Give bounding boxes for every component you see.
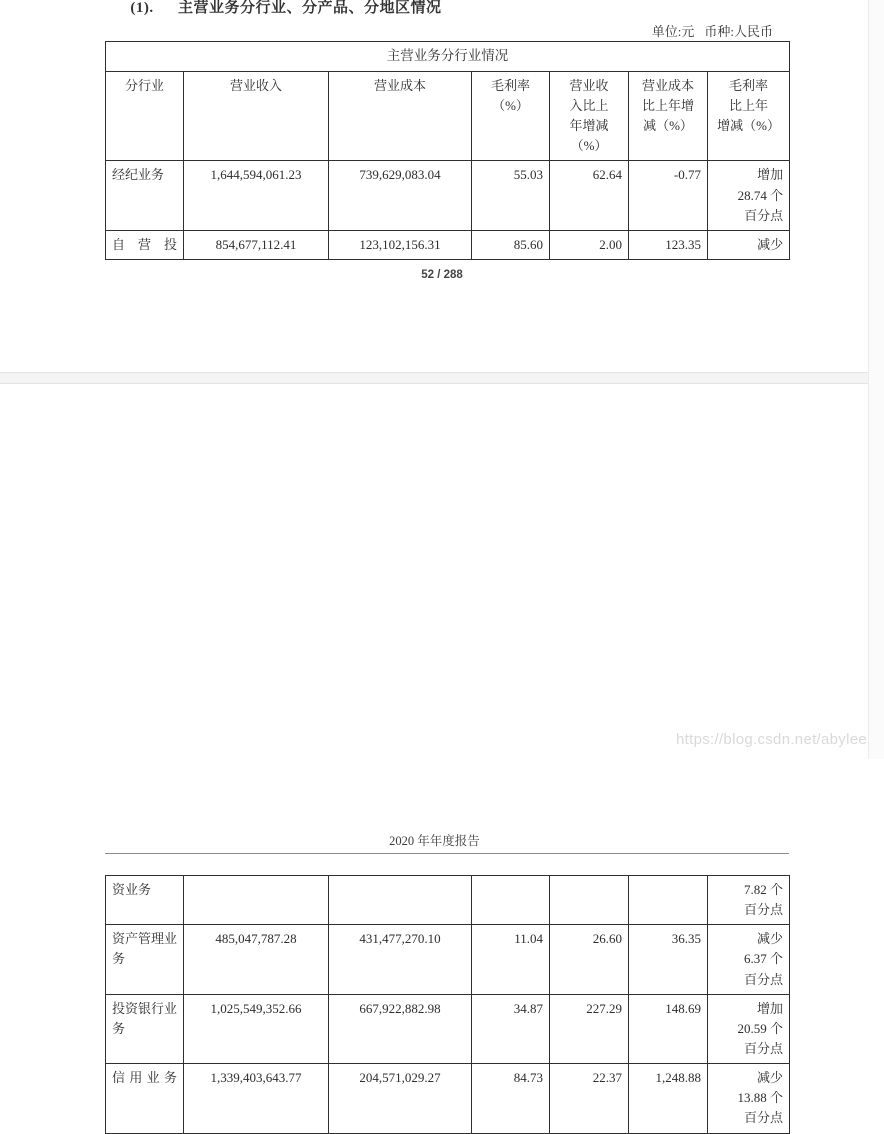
cell-revenue: 1,025,549,352.66 <box>184 994 329 1063</box>
table-caption: 主营业务分行业情况 <box>106 42 790 72</box>
cell-cost-yoy: 148.69 <box>629 994 708 1063</box>
cell-margin-yoy <box>708 230 790 259</box>
document-page-1 <box>0 0 869 372</box>
cell-revenue-yoy: 227.29 <box>550 994 629 1063</box>
document-page-2 <box>0 384 869 1126</box>
cell-cost: 739,629,083.04 <box>329 161 472 230</box>
section-heading-number: (1). <box>130 0 154 16</box>
main-business-by-industry-table-part1 <box>105 41 790 260</box>
column-header-revenue-yoy-line2: 入比上 <box>569 98 609 114</box>
page-break-divider <box>0 372 884 384</box>
cell-margin-yoy <box>708 994 790 1063</box>
cell-revenue-yoy <box>550 876 629 925</box>
table-row <box>106 230 790 259</box>
cell-revenue-yoy: 22.37 <box>550 1064 629 1133</box>
table-row <box>106 161 790 230</box>
column-header-gross-margin <box>472 71 550 161</box>
column-header-cost-yoy-line2: 比上年增 <box>641 98 694 114</box>
cell-margin-yoy-line3: 百分点 <box>743 1040 783 1056</box>
cell-margin-yoy-line1: 减少 <box>756 1070 783 1086</box>
cell-margin-yoy <box>708 876 790 925</box>
cell-revenue-yoy: 62.64 <box>550 161 629 230</box>
cell-industry: 经纪业务 <box>106 161 184 230</box>
section-heading-text: 主营业务分行业、分产品、分地区情况 <box>178 0 442 16</box>
column-header-cost-yoy <box>629 71 708 161</box>
cell-cost: 431,477,270.10 <box>329 925 472 994</box>
cell-industry: 自营投 <box>106 230 184 259</box>
cell-margin-yoy <box>708 161 790 230</box>
main-business-by-industry-table-part2 <box>105 875 790 1134</box>
cell-revenue: 1,339,403,643.77 <box>184 1064 329 1133</box>
cell-margin-yoy <box>708 925 790 994</box>
cell-margin-yoy-line1: 增加 <box>756 1000 783 1016</box>
cell-gross-margin: 55.03 <box>472 161 550 230</box>
cell-industry: 资产管理业务 <box>106 925 184 994</box>
column-header-cost-yoy-line1: 营业成本 <box>641 77 694 93</box>
cell-cost-yoy: 36.35 <box>629 925 708 994</box>
column-header-cost-yoy-line3: 减（%） <box>643 118 693 134</box>
table-header-row <box>106 71 790 161</box>
report-title-rule <box>105 853 789 854</box>
cell-margin-yoy-line2: 20.59 个 <box>737 1020 783 1036</box>
cell-cost: 204,571,029.27 <box>329 1064 472 1133</box>
cell-margin-yoy-line2: 百分点 <box>743 902 783 918</box>
cell-revenue: 485,047,787.28 <box>184 925 329 994</box>
cell-margin-yoy-line1: 减少 <box>756 931 783 947</box>
table-row <box>106 994 790 1063</box>
cell-industry: 投资银行业务 <box>106 994 184 1063</box>
column-header-gross-margin-line2: （%） <box>492 98 529 114</box>
cell-revenue-yoy: 2.00 <box>550 230 629 259</box>
cell-gross-margin: 34.87 <box>472 994 550 1063</box>
cell-revenue <box>184 876 329 925</box>
column-header-revenue: 营业收入 <box>184 71 329 161</box>
cell-cost-yoy: -0.77 <box>629 161 708 230</box>
cell-gross-margin: 84.73 <box>472 1064 550 1133</box>
table-caption-row <box>106 42 790 72</box>
cell-cost-yoy: 1,248.88 <box>629 1064 708 1133</box>
cell-margin-yoy-line3: 百分点 <box>743 971 783 987</box>
cell-industry: 资业务 <box>106 876 184 925</box>
currency-label: 币种:人民币 <box>704 24 773 39</box>
cell-margin-yoy <box>708 1064 790 1133</box>
unit-and-currency-line <box>652 21 773 40</box>
cell-margin-yoy-line1: 7.82 个 <box>743 882 783 897</box>
cell-margin-yoy-line3: 百分点 <box>744 207 784 223</box>
column-header-gross-margin-line1: 毛利率 <box>490 77 530 93</box>
table-row <box>106 925 790 994</box>
cell-cost: 123,102,156.31 <box>329 230 472 259</box>
cell-cost: 667,922,882.98 <box>329 994 472 1063</box>
column-header-revenue-yoy-line4: （%） <box>570 138 608 154</box>
cell-revenue-yoy: 26.60 <box>550 925 629 994</box>
section-heading <box>106 0 442 17</box>
table-row <box>106 876 790 925</box>
column-header-margin-yoy-line3: 增减（%） <box>717 118 780 134</box>
cell-margin-yoy-line2: 6.37 个 <box>743 951 783 967</box>
column-header-margin-yoy <box>708 71 790 161</box>
cell-cost-yoy <box>629 876 708 925</box>
cell-gross-margin <box>472 876 550 925</box>
cell-revenue: 854,677,112.41 <box>184 230 329 259</box>
cell-cost-yoy: 123.35 <box>629 230 708 259</box>
column-header-margin-yoy-line1: 毛利率 <box>729 77 769 93</box>
column-header-cost: 营业成本 <box>329 71 472 161</box>
cell-gross-margin: 11.04 <box>472 925 550 994</box>
column-header-revenue-yoy-line1: 营业收 <box>569 77 609 93</box>
column-header-industry: 分行业 <box>106 71 184 161</box>
report-running-title: 2020 年年度报告 <box>389 834 480 848</box>
cell-margin-yoy-line2: 13.88 个 <box>737 1090 783 1106</box>
column-header-margin-yoy-line2: 比上年 <box>729 98 769 114</box>
cell-margin-yoy-line2: 28.74 个 <box>737 187 784 203</box>
column-header-revenue-yoy <box>550 71 629 161</box>
cell-revenue: 1,644,594,061.23 <box>184 161 329 230</box>
page-indicator: 52 / 288 <box>421 269 463 281</box>
cell-margin-yoy-line1: 增加 <box>757 167 784 183</box>
unit-label: 单位:元 <box>651 24 695 39</box>
cell-gross-margin: 85.60 <box>472 230 550 259</box>
cell-margin-yoy-line3: 百分点 <box>743 1110 783 1126</box>
table-row <box>106 1064 790 1133</box>
cell-margin-yoy-line1: 减少 <box>757 236 784 252</box>
column-header-revenue-yoy-line3: 年增减 <box>569 118 609 134</box>
cell-industry: 信用业务 <box>106 1064 184 1133</box>
cell-cost <box>329 876 472 925</box>
watermark-text: https://blog.csdn.net/abylee <box>676 731 868 748</box>
